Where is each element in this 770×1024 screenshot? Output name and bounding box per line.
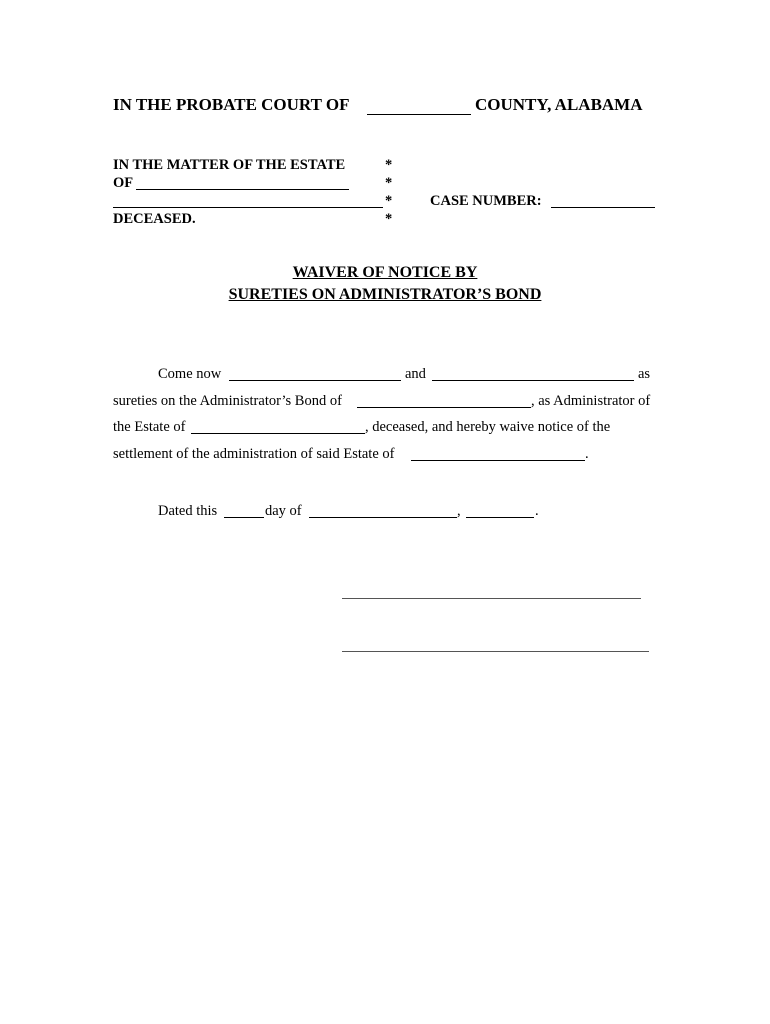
and-text: and xyxy=(405,366,426,382)
month-blank[interactable] xyxy=(309,517,457,518)
estate-of-blank[interactable] xyxy=(191,433,365,434)
signature-line-2[interactable] xyxy=(342,651,649,652)
caption-asterisk: * xyxy=(385,193,393,209)
caption-asterisk: * xyxy=(385,211,393,227)
caption-asterisk: * xyxy=(385,175,393,191)
caption-asterisk: * xyxy=(385,157,393,173)
of-label: OF xyxy=(113,175,134,191)
county-name-blank[interactable] xyxy=(367,114,471,115)
estate-of-text: the Estate of xyxy=(113,419,186,435)
signature-line-1[interactable] xyxy=(342,598,641,599)
document-title-line2: SURETIES ON ADMINISTRATOR’S BOND xyxy=(228,286,542,303)
dated-this-text: Dated this xyxy=(158,503,218,519)
estate-name-blank[interactable] xyxy=(136,189,349,190)
deceased-waive-text: , deceased, and hereby waive notice of the xyxy=(365,419,611,435)
administrator-name-blank[interactable] xyxy=(357,407,531,408)
sureties-on-bond-text: sureties on the Administrator’s Bond of xyxy=(113,393,342,409)
matter-of-estate-label: IN THE MATTER OF THE ESTATE xyxy=(113,157,346,173)
settlement-estate-blank[interactable] xyxy=(411,460,585,461)
day-of-text: day of xyxy=(265,503,302,519)
come-now-text: Come now xyxy=(158,366,222,382)
year-blank[interactable] xyxy=(466,517,534,518)
as-text: as xyxy=(638,366,651,382)
surety-1-blank[interactable] xyxy=(229,380,401,381)
court-header-suffix: COUNTY, ALABAMA xyxy=(475,95,643,114)
date-period: . xyxy=(535,503,539,519)
case-number-label: CASE NUMBER: xyxy=(430,193,542,209)
court-header-prefix: IN THE PROBATE COURT OF xyxy=(113,95,350,114)
case-number-blank[interactable] xyxy=(551,207,655,208)
surety-2-blank[interactable] xyxy=(432,380,634,381)
decedent-name-blank[interactable] xyxy=(113,207,383,208)
day-blank[interactable] xyxy=(224,517,264,518)
as-administrator-text: , as Administrator of xyxy=(531,393,651,409)
deceased-label: DECEASED. xyxy=(113,211,196,227)
date-comma: , xyxy=(457,503,461,519)
settlement-period: . xyxy=(585,446,589,462)
settlement-text: settlement of the administration of said Estate of xyxy=(113,446,395,462)
document-title-line1: WAIVER OF NOTICE BY xyxy=(292,264,478,281)
